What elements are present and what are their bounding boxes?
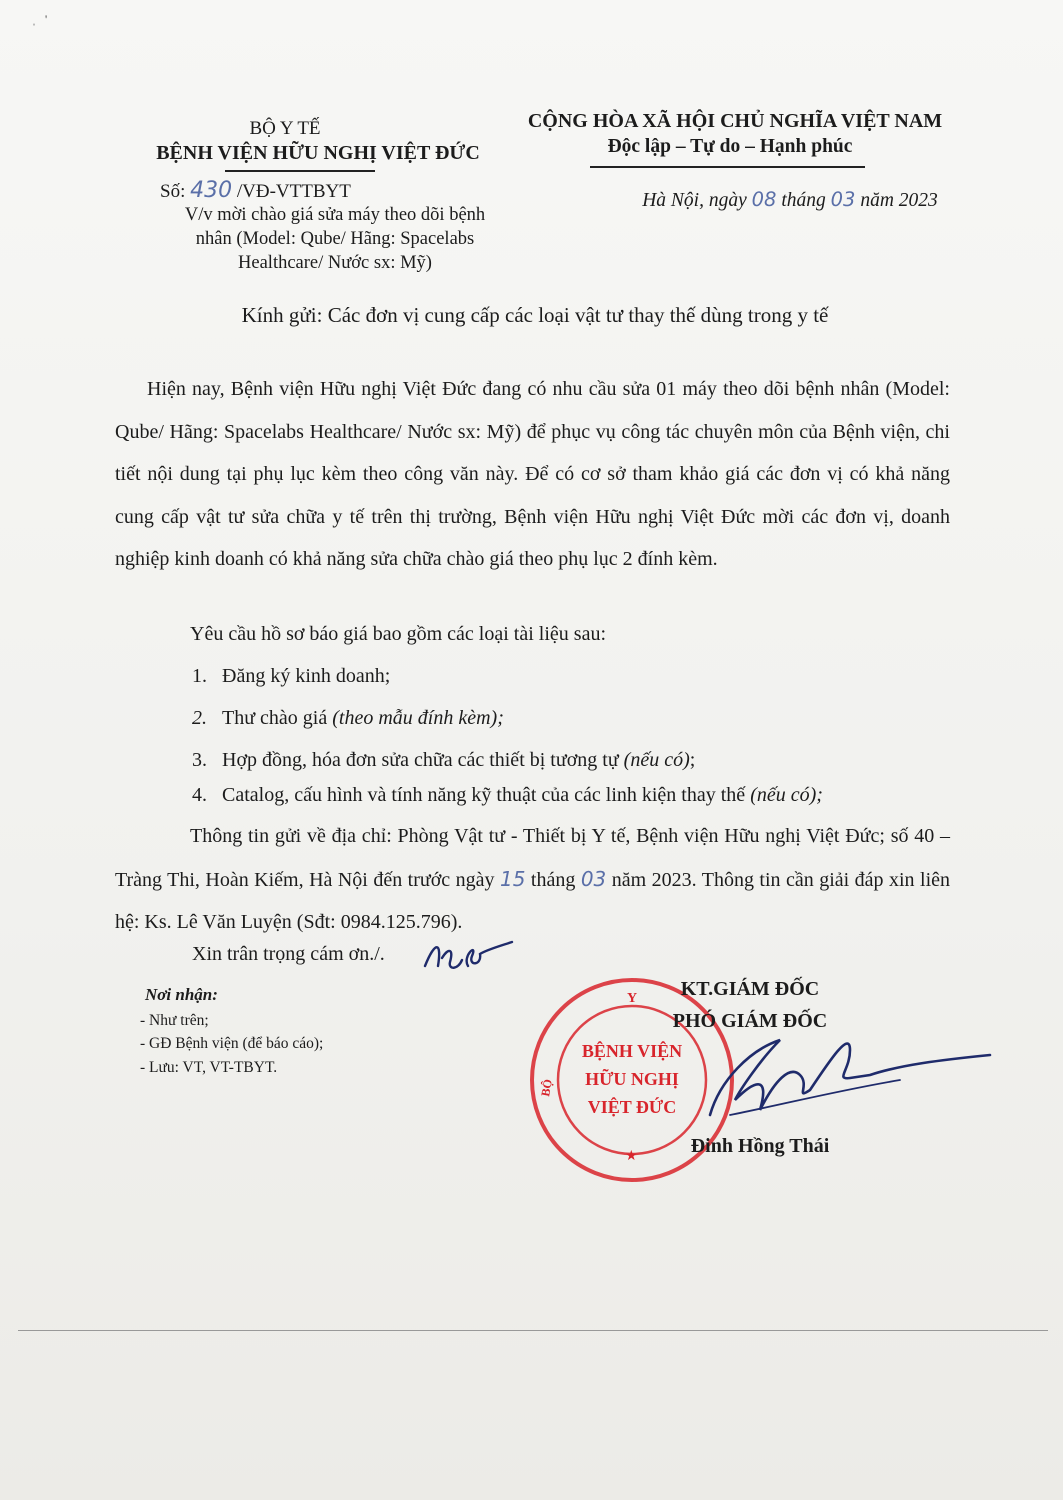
day-handwritten: 08 — [751, 188, 777, 211]
recipients-item: - Như trên; — [140, 1012, 209, 1029]
document-number — [160, 178, 470, 203]
hospital-name: BỆNH VIỆN HỮU NGHỊ VIỆT ĐỨC — [156, 142, 480, 164]
seal-text-2: HỮU NGHỊ — [585, 1069, 679, 1089]
seal-star: ★ — [625, 1148, 638, 1164]
page-fold-line — [18, 1330, 1048, 1331]
requirement-item — [192, 665, 390, 688]
recipient-line: Kính gửi: Các đơn vị cung cấp các loại vật tư thay thế dùng trong y tế — [241, 303, 829, 327]
docno-suffix: /VĐ-VTTBYT — [232, 181, 351, 202]
requirement-number: 4. — [192, 784, 207, 806]
info-part-2: tháng — [525, 868, 581, 891]
month-label: tháng — [776, 190, 831, 211]
handwritten-signature — [700, 1020, 1000, 1140]
contact-info-paragraph — [115, 815, 950, 944]
subject-line-1: V/v mời chào giá sửa máy theo dõi bệnh — [184, 205, 486, 225]
docno-handwritten: 430 — [190, 178, 233, 203]
signature-title-2: PHÓ GIÁM ĐỐC — [672, 1010, 828, 1032]
requirement-note: (nếu có) — [623, 749, 690, 771]
seal-text-1: BỆNH VIỆN — [581, 1041, 683, 1061]
place-date — [600, 188, 980, 212]
requirement-text: Catalog, cấu hình và tính năng kỹ thuật của các linh kiện thay thế — [222, 784, 751, 806]
national-motto: Độc lập – Tự do – Hạnh phúc — [607, 136, 853, 157]
closing-thanks: Xin trân trọng cám ơn./. — [192, 943, 385, 965]
recipients-item: - Lưu: VT, VT-TBYT. — [140, 1059, 278, 1076]
requirement-tail: ; — [689, 749, 696, 771]
requirements-intro: Yêu cầu hồ sơ báo giá bao gồm các loại tài liệu sau: — [190, 623, 606, 645]
requirement-number: 3. — [192, 749, 207, 771]
motto-underline — [590, 166, 865, 168]
signer-name: Đinh Hồng Thái — [690, 1135, 830, 1157]
requirement-note: (nếu có); — [750, 784, 823, 806]
recipients-title: Nơi nhận: — [145, 985, 218, 1004]
place-prefix: Hà Nội, ngày — [642, 190, 752, 211]
ministry-name: BỘ Y TẾ — [249, 118, 321, 139]
subject-line-3: Healthcare/ Nước sx: Mỹ) — [238, 253, 432, 273]
header-left-underline — [225, 170, 375, 172]
requirement-item — [192, 707, 504, 730]
info-part-3: năm 2023. Thông tin cần giải đáp xin liên hệ: Ks. Lê Văn Luyện (Sđt: 0984.125.796). — [115, 868, 951, 933]
deadline-day-handwritten: 15 — [499, 866, 526, 891]
requirement-text: Hợp đồng, hóa đơn sửa chữa các thiết bị tương tự — [222, 749, 624, 771]
requirement-text: Thư chào giá — [222, 707, 333, 729]
subject-line — [160, 203, 510, 275]
seal-rim-left: BỘ — [538, 1078, 555, 1098]
handwritten-initials — [420, 936, 515, 976]
requirement-item — [192, 749, 695, 772]
signature-title-1: KT.GIÁM ĐỐC — [680, 978, 820, 1000]
subject-line-2: nhân (Model: Qube/ Hãng: Spacelabs — [195, 229, 475, 249]
nation-title: CỘNG HÒA XÃ HỘI CHỦ NGHĨA VIỆT NAM — [527, 110, 943, 132]
seal-rim-top: Y — [627, 991, 638, 1006]
docno-prefix: Số: — [160, 181, 191, 202]
requirement-text: Đăng ký kinh doanh; — [222, 665, 391, 687]
seal-text-3: VIỆT ĐỨC — [587, 1097, 677, 1117]
recipients-item: - GĐ Bệnh viện (để báo cáo); — [140, 1035, 324, 1052]
requirement-number: 1. — [192, 665, 207, 687]
deadline-month-handwritten: 03 — [580, 866, 607, 891]
year-part: năm 2023 — [855, 190, 938, 211]
body-paragraph: Hiện nay, Bệnh viện Hữu nghị Việt Đức đang có nhu cầu sửa 01 máy theo dõi bệnh nhân (Model: Qube/ Hãng: Spacelabs Healthcare/ Nước sx: Mỹ) để phục vụ công tác chuyên môn của Bệnh viện, chi tiết nội dung tại phụ lục kèm theo công văn này. Để có cơ sở tham khảo giá các đơn vị có khả năng cung cấp vật tư sửa chữa y tế trên thị trường, Bệnh viện Hữu nghị Việt Đức mời các đơn vị, doanh nghiệp kinh doanh có khả năng sửa chữa chào giá theo phụ lục 2 đính kèm. — [115, 378, 950, 570]
info-part-1: Thông tin gửi về địa chỉ: Phòng Vật tư - Thiết bị Y tế, Bệnh viện Hữu nghị Việt Đức; số 40 – Tràng Thi, Hoàn Kiếm, Hà Nội đến trước ngày — [115, 825, 950, 891]
requirement-number: 2. — [192, 707, 207, 729]
requirement-item — [192, 784, 823, 807]
requirement-note: (theo mẫu đính kèm); — [332, 707, 504, 729]
month-handwritten: 03 — [830, 188, 856, 211]
margin-mark: ˌ ' — [32, 12, 48, 26]
